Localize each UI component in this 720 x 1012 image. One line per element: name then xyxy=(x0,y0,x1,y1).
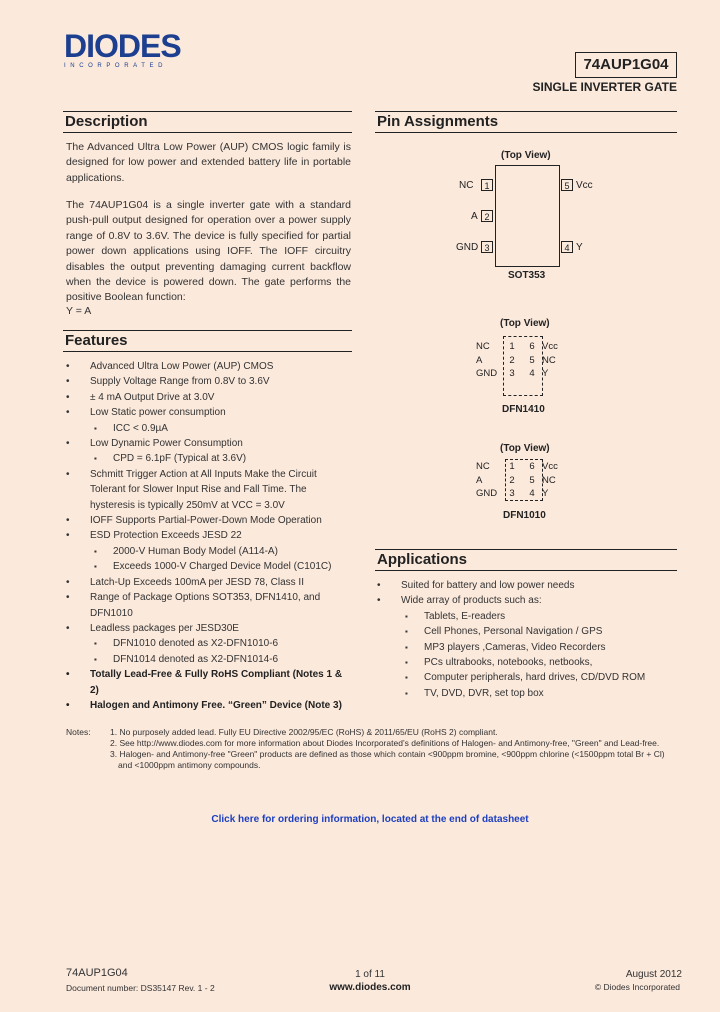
feature-item: • Low Static power consumption xyxy=(66,405,351,420)
description-header: Description xyxy=(63,111,352,133)
description-para-2: The 74AUP1G04 is a single inverter gate with a standard push-pull output designed for operation over a power supply range of 0.8V to 3.6V. The device is fully specified for partial power down applications using IOFF. The IOFF circuitry disables the output preventing damaging current backflow when the device is powered down. The gate performs the positive Boolean function: xyxy=(66,199,351,304)
sot353-pin-label-3: GND xyxy=(456,242,479,253)
sot353-pin-num-4: 4 xyxy=(561,241,573,253)
pin-assignments-header: Pin Assignments xyxy=(375,111,677,133)
applications-list xyxy=(377,578,675,701)
feature-item: • Schmitt Trigger Action at All Inputs Make the Circuit Tolerant for Slower Input Rise and Fall Time. The hysteresis is typically 250mV at VCC = 3.0V xyxy=(66,467,351,513)
dfn1010-top-view: (Top View) xyxy=(500,443,550,454)
sot353-pin-label-4: Y xyxy=(576,242,583,253)
dfn1410-pin-r: NC xyxy=(542,354,556,366)
page-subtitle: SINGLE INVERTER GATE xyxy=(532,80,677,94)
boolean-function: Y = A xyxy=(66,305,92,317)
feature-item: ▪ DFN1010 denoted as X2-DFN1010-6 xyxy=(66,636,351,651)
sot353-pin-num-1: 1 xyxy=(481,179,493,191)
dfn1410-caption: DFN1410 xyxy=(502,404,545,415)
dfn1410-pin-rn: 5 xyxy=(529,354,535,366)
dfn1010-pin-rn: 5 xyxy=(529,474,535,486)
application-item: ▪ Tablets, E-readers xyxy=(377,609,675,624)
feature-item: ▪ CPD = 6.1pF (Typical at 3.6V) xyxy=(66,451,351,466)
feature-item: • Supply Voltage Range from 0.8V to 3.6V xyxy=(66,374,351,389)
application-item: ▪ Computer peripherals, hard drives, CD/DVD ROM xyxy=(377,670,675,685)
footer-copyright: © Diodes Incorporated xyxy=(594,982,680,992)
dfn1410-pin-row xyxy=(476,354,576,368)
dfn1010-pin-row xyxy=(476,487,576,501)
dfn1010-pin-r: NC xyxy=(542,474,556,486)
footer-date: August 2012 xyxy=(625,969,682,980)
dfn1410-pin-l: A xyxy=(476,354,483,366)
logo-word: DIODES xyxy=(64,28,181,64)
application-item: ▪ MP3 players ,Cameras, Video Recorders xyxy=(377,640,675,655)
dfn1410-pin-row xyxy=(476,340,576,354)
dfn1410-pin-ln: 1 xyxy=(509,341,515,352)
application-item: ▪ TV, DVD, DVR, set top box xyxy=(377,686,675,701)
footer-part: 74AUP1G04 xyxy=(66,967,128,979)
dfn1010-pin-r: Y xyxy=(542,488,549,500)
dfn1010-pin-ln: 1 xyxy=(509,461,515,472)
dfn1410-pin-ln: 2 xyxy=(509,354,515,366)
note-2: 2. See http://www.diodes.com for more information about Diodes Incorporated’s definitions of Halogen- and Antimony-free, "Green" and Lead-free. xyxy=(110,738,660,748)
notes-label: Notes: xyxy=(66,727,91,737)
feature-item: • Latch-Up Exceeds 100mA per JESD 78, Class II xyxy=(66,575,351,590)
note-3: 3. Halogen- and Antimony-free "Green" products are defined as those which contain <900ppm bromine, <900ppm chlorine (<1500ppm total Br + Cl) and <1000ppm antimony compounds. xyxy=(110,749,665,770)
dfn1010-pin-rn: 4 xyxy=(529,488,535,500)
dfn1010-pin-r: Vcc xyxy=(542,461,558,472)
dfn1010-pin-l: GND xyxy=(476,488,498,500)
sot353-top-view: (Top View) xyxy=(501,150,551,161)
dfn1410-top-view: (Top View) xyxy=(500,318,550,329)
dfn1010-pin-row xyxy=(476,460,576,474)
feature-item: ▪ Exceeds 1000-V Charged Device Model (C101C) xyxy=(66,559,351,574)
sot353-pin-num-5: 5 xyxy=(561,179,573,191)
sot353-pin-num-3: 3 xyxy=(481,241,493,253)
description-para-1: The Advanced Ultra Low Power (AUP) CMOS logic family is designed for low power and extended battery life in portable applications. xyxy=(66,141,351,184)
features-header: Features xyxy=(63,330,352,352)
dfn1410-pin-ln: 3 xyxy=(509,368,515,380)
sot353-pin-label-1: NC xyxy=(459,180,474,191)
dfn1410-pin-rn: 4 xyxy=(529,368,535,380)
sot353-pin-label-2: A xyxy=(471,211,478,222)
dfn1410-pin-table xyxy=(476,340,576,381)
dfn1010-pin-ln: 2 xyxy=(509,474,515,486)
feature-item: • ESD Protection Exceeds JESD 22 xyxy=(66,528,351,543)
sot353-pin-num-2: 2 xyxy=(481,210,493,222)
dfn1010-pin-table xyxy=(476,460,576,501)
footer-doc-number: Document number: DS35147 Rev. 1 - 2 xyxy=(66,983,215,993)
dfn1010-pin-row xyxy=(476,474,576,488)
diodes-logo xyxy=(64,30,192,74)
application-item: • Wide array of products such as: xyxy=(377,593,675,608)
note-1: 1. No purposely added lead. Fully EU Directive 2002/95/EC (RoHS) & 2011/65/EU (RoHS 2) compliant. xyxy=(110,727,498,737)
application-item: ▪ PCs ultrabooks, notebooks, netbooks, xyxy=(377,655,675,670)
dfn1410-pin-l: NC xyxy=(476,341,490,352)
part-number-box: 74AUP1G04 xyxy=(575,52,677,78)
footer-page-number: 1 of 11 xyxy=(355,969,385,980)
notes-body xyxy=(110,727,670,771)
feature-item: • Halogen and Antimony Free. “Green” Device (Note 3) xyxy=(66,698,351,713)
dfn1010-pin-l: NC xyxy=(476,461,490,472)
feature-item: • Leadless packages per JESD30E xyxy=(66,621,351,636)
dfn1010-pin-ln: 3 xyxy=(509,488,515,500)
feature-item: • Totally Lead-Free & Fully RoHS Compliant (Notes 1 & 2) xyxy=(66,667,351,698)
application-item: ▪ Cell Phones, Personal Navigation / GPS xyxy=(377,624,675,639)
feature-item: • IOFF Supports Partial-Power-Down Mode Operation xyxy=(66,513,351,528)
application-item: • Suited for battery and low power needs xyxy=(377,578,675,593)
dfn1410-pin-r: Y xyxy=(542,368,549,380)
dfn1010-pin-l: A xyxy=(476,474,483,486)
ordering-info-link[interactable]: Click here for ordering information, located at the end of datasheet xyxy=(211,814,529,825)
feature-item: • Range of Package Options SOT353, DFN1410, and DFN1010 xyxy=(66,590,351,621)
feature-item: ▪ DFN1014 denoted as X2-DFN1014-6 xyxy=(66,652,351,667)
footer-website[interactable]: www.diodes.com xyxy=(329,982,411,993)
feature-item: • ± 4 mA Output Drive at 3.0V xyxy=(66,390,351,405)
dfn1410-pin-rn: 6 xyxy=(529,341,535,352)
sot353-caption: SOT353 xyxy=(508,270,546,281)
features-list xyxy=(66,359,351,713)
feature-item: ▪ ICC < 0.9µA xyxy=(66,421,351,436)
feature-item: • Advanced Ultra Low Power (AUP) CMOS xyxy=(66,359,351,374)
dfn1410-pin-l: GND xyxy=(476,368,498,380)
applications-header: Applications xyxy=(375,549,677,571)
logo-sub: INCORPORATED xyxy=(64,63,168,69)
feature-item: ▪ 2000-V Human Body Model (A114-A) xyxy=(66,544,351,559)
sot353-body xyxy=(495,165,560,267)
dfn1410-pin-r: Vcc xyxy=(542,341,558,352)
sot353-pin-label-5: Vcc xyxy=(576,180,593,191)
dfn1010-pin-rn: 6 xyxy=(529,461,535,472)
dfn1410-pin-row xyxy=(476,367,576,381)
feature-item: • Low Dynamic Power Consumption xyxy=(66,436,351,451)
dfn1010-caption: DFN1010 xyxy=(503,510,546,521)
